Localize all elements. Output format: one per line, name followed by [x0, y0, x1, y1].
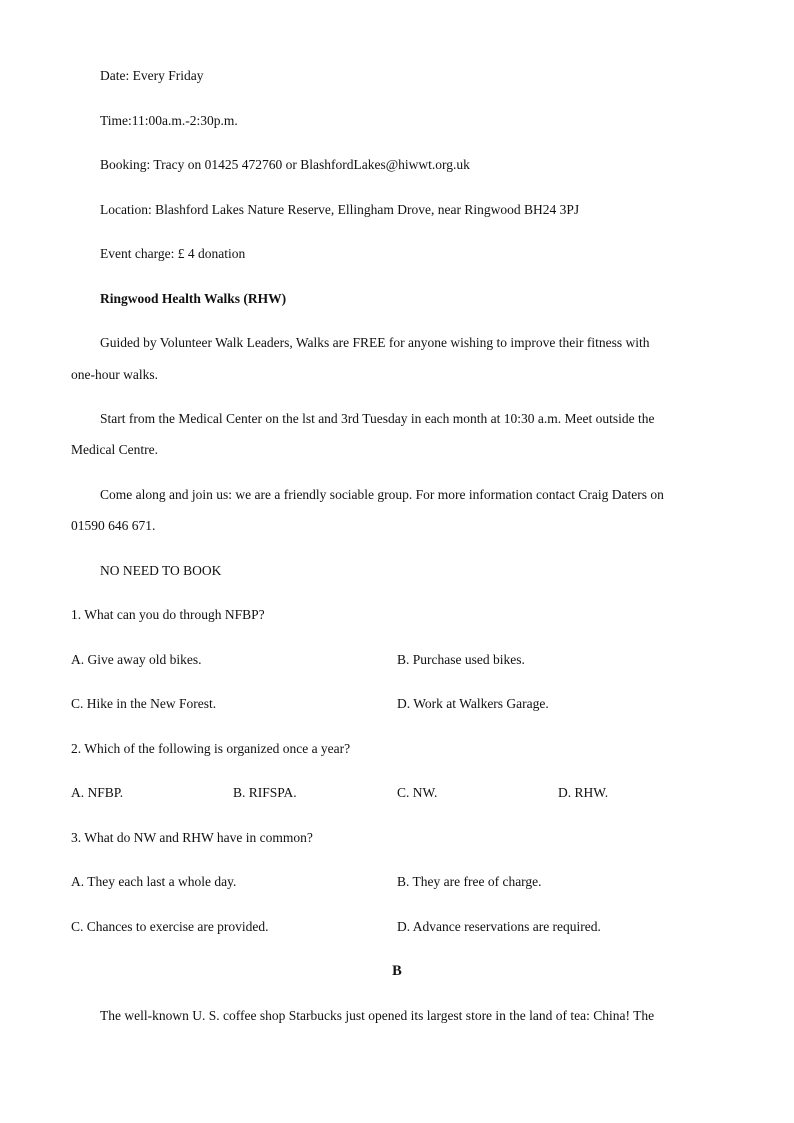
question-3-option-c: C. Chances to exercise are provided. [71, 919, 269, 934]
rhw-paragraph-2-line-1: Start from the Medical Center on the lst and 3rd Tuesday in each month at 10:30 a.m. Meet outside the [100, 411, 655, 426]
event-location: Location: Blashford Lakes Nature Reserve, Ellingham Drove, near Ringwood BH24 3PJ [100, 202, 580, 217]
question-3-option-d: D. Advance reservations are required. [397, 919, 601, 934]
question-2-option-b: B. RIFSPA. [233, 785, 297, 800]
question-1-stem: 1. What can you do through NFBP? [71, 607, 265, 622]
rhw-paragraph-2-line-2: Medical Centre. [71, 442, 158, 457]
question-3-option-a: A. They each last a whole day. [71, 874, 237, 889]
question-1-option-b: B. Purchase used bikes. [397, 652, 525, 667]
rhw-paragraph-3-line-1: Come along and join us: we are a friendly sociable group. For more information contact Craig Daters on [100, 487, 664, 502]
rhw-paragraph-1-line-2: one-hour walks. [71, 367, 158, 382]
question-2-option-c: C. NW. [397, 785, 438, 800]
question-2-option-a: A. NFBP. [71, 785, 124, 800]
event-booking: Booking: Tracy on 01425 472760 or BlashfordLakes@hiwwt.org.uk [100, 157, 470, 172]
event-charge: Event charge: £ 4 donation [100, 246, 246, 261]
question-1-option-a: A. Give away old bikes. [71, 652, 202, 667]
event-time: Time:11:00a.m.-2:30p.m. [100, 113, 238, 128]
section-b-paragraph-1-line-1: The well-known U. S. coffee shop Starbucks just opened its largest store in the land of tea: China! The [100, 1008, 655, 1023]
question-3-stem: 3. What do NW and RHW have in common? [71, 830, 313, 845]
section-b-label: B [392, 963, 402, 979]
event-date: Date: Every Friday [100, 68, 204, 83]
rhw-heading: Ringwood Health Walks (RHW) [100, 291, 287, 306]
question-3-option-b: B. They are free of charge. [397, 874, 542, 889]
question-1-option-d: D. Work at Walkers Garage. [397, 696, 549, 711]
question-2-stem: 2. Which of the following is organized once a year? [71, 741, 351, 756]
question-1-option-c: C. Hike in the New Forest. [71, 696, 217, 711]
rhw-no-need-to-book: NO NEED TO BOOK [100, 563, 222, 578]
rhw-paragraph-1-line-1: Guided by Volunteer Walk Leaders, Walks are FREE for anyone wishing to improve their fitness with [100, 335, 650, 350]
question-2-option-d: D. RHW. [558, 785, 609, 800]
rhw-paragraph-3-line-2: 01590 646 671. [71, 518, 156, 533]
